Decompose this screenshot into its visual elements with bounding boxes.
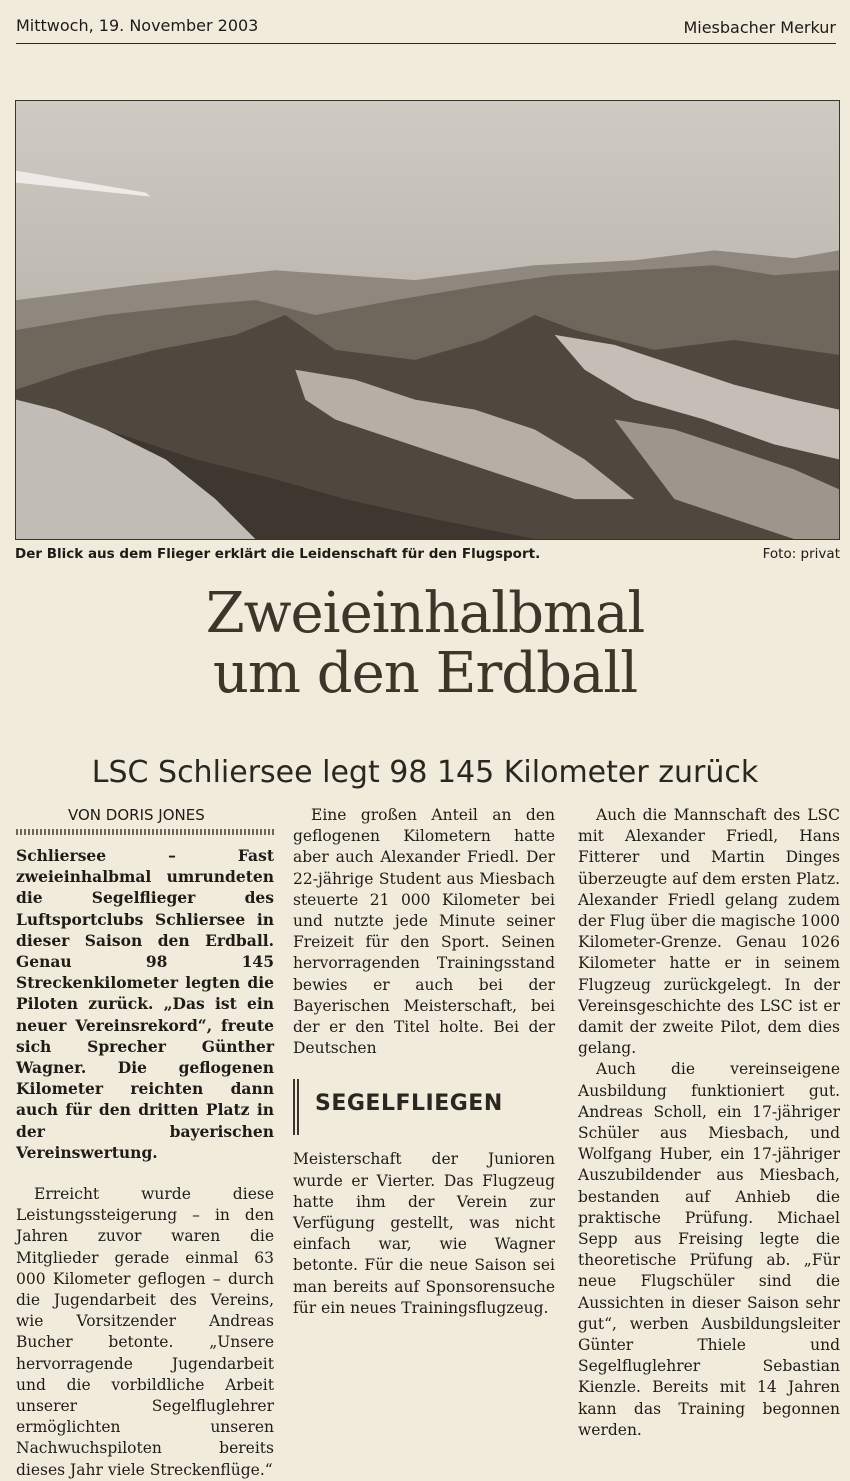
lead-paragraph: Schliersee – Fast zweieinhalbmal umrundeten die Segelflieger des Luftsportclubs Schliersee in dieser Saison den Erdball. Genau 98 145 Streckenkilometer legten die Piloten zurück. „Das ist ein neuer Vereinsrekord“, freute sich Sprecher Günther Wagner. Die geflogenen Kilometer reichten dann auch für den dritten Platz in der bayerischen Vereinswertung. [16, 846, 274, 1162]
column-3 [578, 805, 840, 1441]
column-1 [16, 805, 274, 1481]
photo-credit: Foto: privat [762, 546, 840, 562]
body-paragraph-4: Auch die Mannschaft des LSC mit Alexander Friedl, Hans Fitterer und Martin Dinges überzeugte auf dem ersten Platz. Alexander Friedl gelang zudem der Flug über die magische 1000 Kilometer-Grenze. Genau 1026 Kilometer hatte er in seinem Flugzeug zurückgelegt. In der Vereinsgeschichte des LSC ist er damit der zweite Pilot, dem dies gelang. [578, 806, 840, 1058]
masthead [16, 12, 836, 44]
headline [0, 581, 850, 706]
body-paragraph-5: Auch die vereinseigene Ausbildung funktioniert gut. Andreas Scholl, ein 17-jähriger Schüler aus Miesbach, und Wolfgang Huber, ein 17-jähriger Auszubildender aus Miesbach, bestanden auf Anhieb die praktische Prüfung. Michael Sepp aus Freising legte die theoretische Prüfung ab. „Für neue Flugschüler sind die Aussichten in dieser Saison sehr gut“, werben Ausbildungsleiter Günter Thiele und Segelfluglehrer Sebastian Kienzle. Bereits mit 14 Jahren kann das Training begonnen werden. [578, 1060, 840, 1439]
column-2 [293, 805, 555, 1319]
article-photo [15, 100, 840, 540]
body-paragraph-2: Eine großen Anteil an den geflogenen Kilometern hatte aber auch Alexander Friedl. Der 22-jährige Student aus Miesbach steuerte 21 000 Kilometer bei und nutzte jede Minute seiner Freizeit für den Sport. Seinen hervorragenden Trainingsstand bewies er auch bei der Bayerischen Meisterschaft, bei der er den Titel holte. Bei der Deutschen [293, 806, 555, 1058]
section-heading-label: SEGELFLIEGEN [315, 1091, 503, 1117]
byline: VON DORIS JONES [68, 806, 205, 824]
mountain-landscape-illustration [16, 101, 839, 539]
body-paragraph-1: Erreicht wurde diese Leistungssteigerung – in den Jahren zuvor waren die Mitglieder gerade einmal 63 000 Kilometer geflogen – durch die Jugendarbeit des Vereins, wie Vorsitzender Andreas Bucher betonte. „Unsere hervorragende Jugendarbeit und die vorbildliche Arbeit unserer Segelfluglehrer ermöglichten unseren Nachwuchspiloten bereits dieses Jahr viele Streckenflüge.“ [16, 1185, 274, 1479]
photo-caption [15, 546, 840, 568]
newspaper-name: Miesbacher Merkur [683, 18, 836, 37]
subheadline: LSC Schliersee legt 98 145 Kilometer zurück [91, 755, 759, 790]
headline-line-1: Zweieinhalbmal [205, 581, 645, 646]
section-bar [293, 1079, 299, 1135]
byline-rule [16, 829, 274, 835]
caption-text: Der Blick aus dem Flieger erklärt die Leidenschaft für den Flugsport. [15, 546, 541, 562]
headline-line-2: um den Erdball [212, 641, 638, 706]
section-heading [293, 1079, 555, 1135]
body-paragraph-3: Meisterschaft der Junioren wurde er Vierter. Das Flugzeug hatte ihm der Verein zur Verfügung gestellt, was nicht einfach war, wie Wagner betonte. Für die neue Saison sei man bereits auf Sponsorensuche für ein neues Trainingsflugzeug. [293, 1150, 555, 1317]
issue-date: Mittwoch, 19. November 2003 [16, 16, 259, 35]
